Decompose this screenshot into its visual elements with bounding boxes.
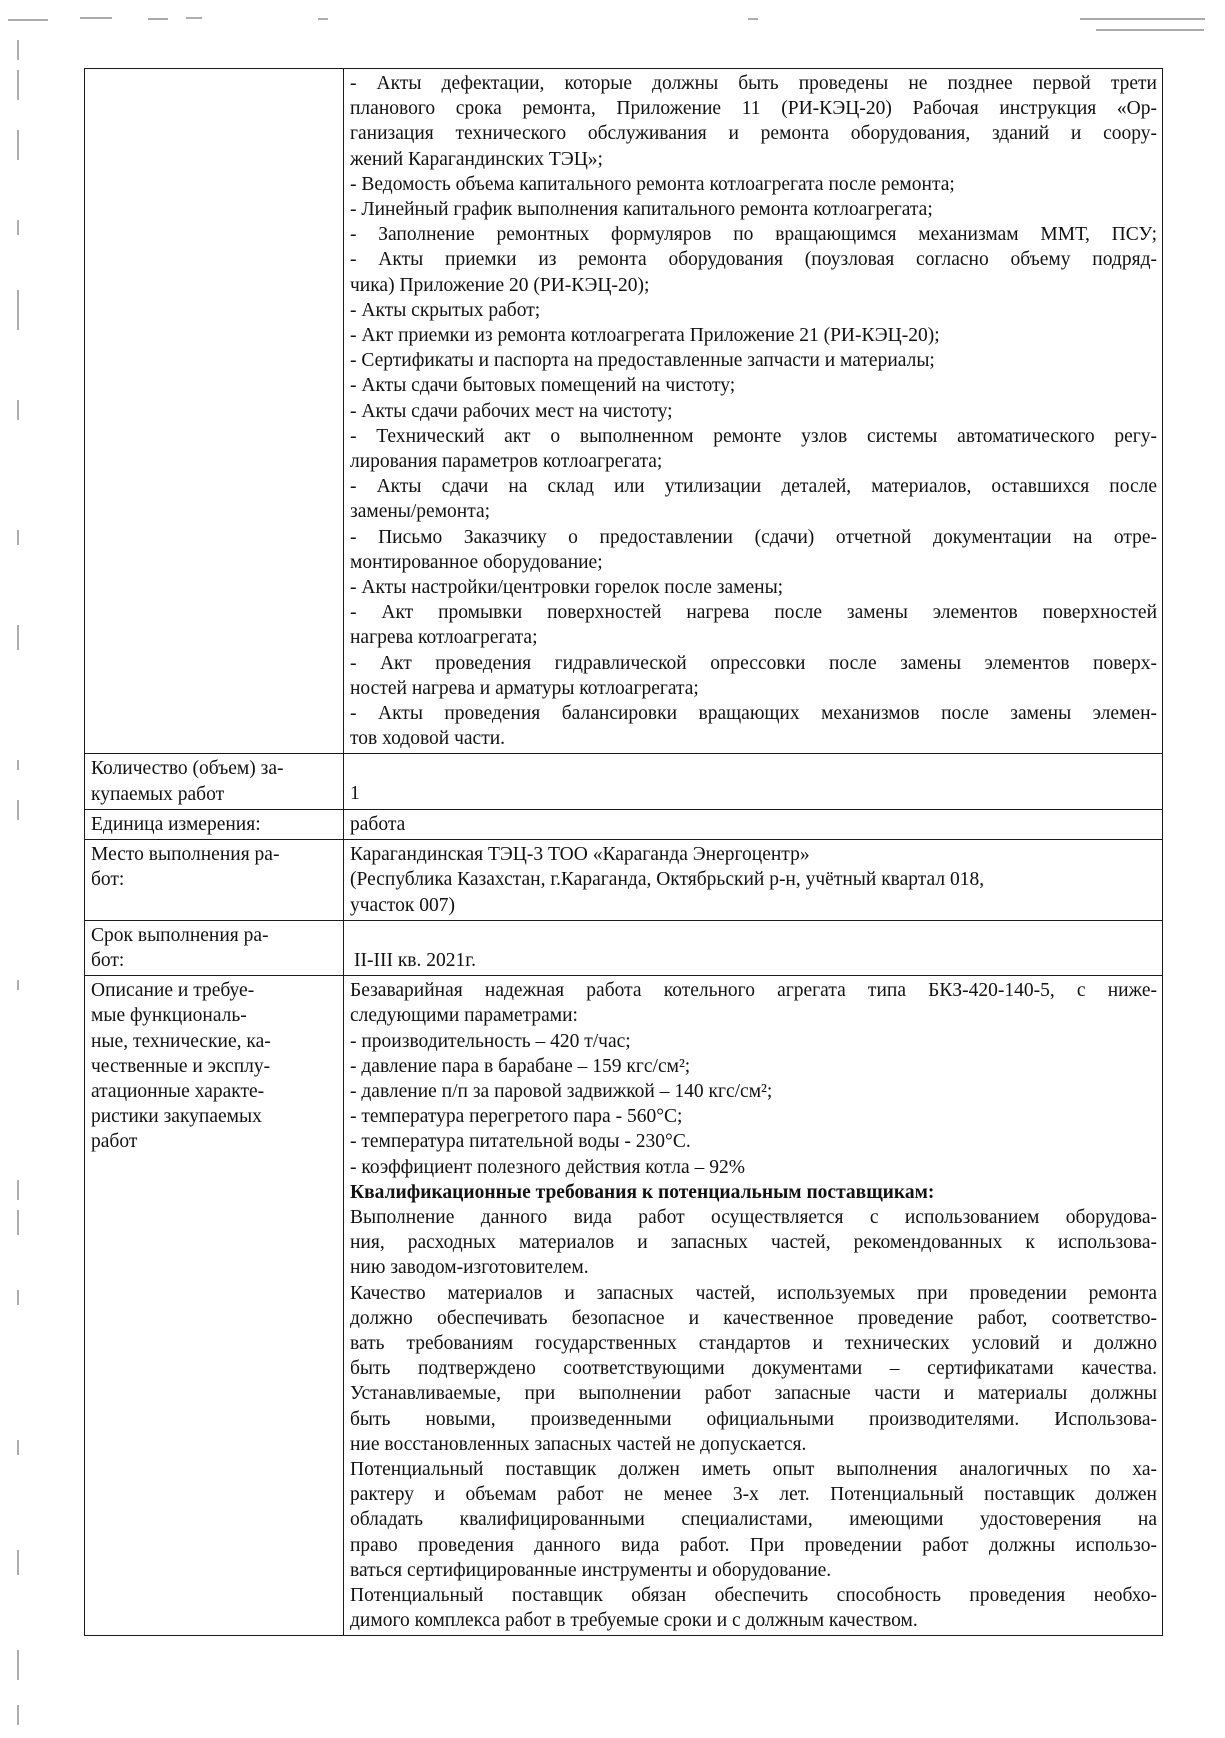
requirement-line: Выполнение данного вида работ осуществляется с использованием оборудова-: [350, 1206, 1157, 1228]
description-label: мые функциональ-: [91, 1005, 247, 1027]
doc-list-line: - Акт проведения гидравлической опрессовки после замены элементов поверх-: [350, 652, 1157, 674]
term-value: II-III кв. 2021г.: [354, 949, 476, 971]
parameter-line: - давление п/п за паровой задвижкой – 140 кгс/см²;: [350, 1080, 773, 1102]
parameter-line: - коэффициент полезного действия котла – 92%: [350, 1156, 745, 1178]
parameter-line: - давление пара в барабане – 159 кгс/см²;: [350, 1055, 691, 1077]
parameter-line: - температура питательной воды - 230°С.: [350, 1131, 691, 1153]
requirement-line: должно обеспечивать безопасное и качественное проведение работ, соответство-: [350, 1307, 1157, 1329]
requirement-line: Потенциальный поставщик обязан обеспечить способность проведения необхо-: [350, 1584, 1157, 1606]
doc-list-line: - Акты настройки/центровки горелок после замены;: [350, 577, 784, 599]
quantity-value-cell: [344, 754, 1163, 809]
row-description: [85, 976, 1163, 1636]
requirement-line: вать требованиям государственных стандартов и технических условий и должно: [350, 1332, 1157, 1354]
doc-list-line: - Акты скрытых работ;: [350, 299, 541, 321]
doc-list-line: лирования параметров котлоагрегата;: [350, 451, 663, 473]
description-label: чественные и эксплу-: [91, 1055, 271, 1077]
unit-label: Единица измерения:: [91, 813, 261, 835]
requirement-line: Качество материалов и запасных частей, используемых при проведении ремонта: [350, 1282, 1157, 1304]
requirement-line: нию заводом-изготовителем.: [350, 1257, 589, 1279]
requirement-line: ния, расходных материалов и запасных частей, рекомендованных к использова-: [350, 1232, 1157, 1254]
requirement-line: быть новыми, произведенными официальными производителями. Использова-: [350, 1408, 1157, 1430]
requirement-line: димого комплекса работ в требуемые сроки и с должным качеством.: [350, 1610, 918, 1632]
parameter-line: - производительность – 420 т/час;: [350, 1030, 631, 1052]
requirement-line: Устанавливаемые, при выполнении работ запасные части и материалы должны: [350, 1383, 1157, 1405]
row-quantity: [85, 754, 1163, 809]
unit-value-cell: [344, 809, 1163, 839]
requirement-line: быть подтверждено соответствующими документами – сертификатами качества.: [350, 1358, 1157, 1380]
doc-list-line: - Акты сдачи бытовых помещений на чистоту;: [350, 375, 736, 397]
description-value-cell: [344, 976, 1163, 1636]
doc-list-line: - Акты проведения балансировки вращающих механизмов после замены элемен-: [350, 703, 1157, 725]
place-value-line: участок 007): [350, 894, 455, 916]
parameter-line: Безаварийная надежная работа котельного агрегата типа БКЗ-420-140-5, с ниже-: [350, 980, 1157, 1002]
doc-list-line: ностей нагрева и арматуры котлоагрегата;: [350, 677, 699, 699]
place-value-cell: [344, 840, 1163, 921]
doc-list-line: нагрева котлоагрегата;: [350, 627, 538, 649]
unit-label-cell: [85, 809, 344, 839]
description-label: работ: [91, 1131, 138, 1153]
parameter-line: следующими параметрами:: [350, 1005, 578, 1027]
doc-list-line: - Акты дефектации, которые должны быть проведены не позднее первой трети: [350, 73, 1157, 94]
description-label: ные, технические, ка-: [91, 1030, 271, 1052]
requirement-line: обладать квалифицированными специалистами, имеющими удостоверения на: [350, 1509, 1157, 1531]
place-label-cell: [85, 840, 344, 921]
row-documentation: [85, 69, 1163, 754]
place-value-line: (Республика Казахстан, г.Караганда, Октябрьский р-н, учётный квартал 018,: [350, 869, 985, 891]
term-label: бот:: [91, 949, 125, 971]
doc-list-line: чика) Приложение 20 (РИ-КЭЦ-20);: [350, 274, 650, 296]
doc-list-line: ганизация технического обслуживания и ремонта оборудования, зданий и соору-: [350, 123, 1157, 145]
quantity-label: купаемых работ: [91, 783, 225, 805]
row-term: [85, 920, 1163, 975]
doc-list-line: - Акт приемки из ремонта котлоагрегата Приложение 21 (РИ-КЭЦ-20);: [350, 325, 940, 347]
requirement-line: рактеру и объемам работ не менее 3-х лет. Потенциальный поставщик должен: [350, 1484, 1157, 1506]
doc-list-line: замены/ремонта;: [350, 501, 491, 523]
documentation-list-cell: [344, 69, 1163, 754]
quantity-label-cell: [85, 754, 344, 809]
quantity-label: Количество (объем) за-: [91, 758, 284, 780]
requirement-line: право проведения данного вида работ. При проведении работ должны использо-: [350, 1534, 1157, 1556]
doc-list-line: - Письмо Заказчику о предоставлении (сдачи) отчетной документации на отре-: [350, 526, 1157, 548]
doc-list-line: тов ходовой части.: [350, 728, 506, 750]
doc-list-line: - Акты сдачи на склад или утилизации деталей, материалов, оставшихся после: [350, 476, 1157, 498]
description-label: Описание и требуе-: [91, 980, 255, 1002]
parameter-line: - температура перегретого пара - 560°С;: [350, 1106, 683, 1128]
requirement-line: Потенциальный поставщик должен иметь опыт выполнения аналогичных по ха-: [350, 1458, 1157, 1480]
quantity-value: 1: [350, 783, 360, 805]
doc-list-line: - Ведомость объема капитального ремонта котлоагрегата после ремонта;: [350, 173, 955, 195]
doc-list-line: - Акты сдачи рабочих мест на чистоту;: [350, 400, 673, 422]
description-label: атационные характе-: [91, 1080, 265, 1102]
description-label-cell: [85, 976, 344, 1636]
requirement-line: ние восстановленных запасных частей не допускается.: [350, 1433, 807, 1455]
row-unit: [85, 809, 1163, 839]
doc-list-line: планового срока ремонта, Приложение 11 (РИ-КЭЦ-20) Рабочая инструкция «Ор-: [350, 98, 1157, 120]
description-label: ристики закупаемых: [91, 1106, 262, 1128]
qualification-heading: Квалификационные требования к потенциальным поставщикам:: [350, 1181, 935, 1203]
doc-list-line: - Акт промывки поверхностей нагрева после замены элементов поверхностей: [350, 602, 1157, 624]
row-place: [85, 840, 1163, 921]
doc-list-line: - Заполнение ремонтных формуляров по вращающимся механизмам ММТ, ПСУ;: [350, 224, 1157, 246]
term-label: Срок выполнения ра-: [91, 924, 269, 946]
doc-list-line: жений Карагандинских ТЭЦ»;: [350, 148, 603, 170]
place-label: Место выполнения ра-: [91, 844, 280, 866]
term-value-cell: [344, 920, 1163, 975]
place-label: бот:: [91, 869, 125, 891]
requirement-line: ваться сертифицированные инструменты и оборудование.: [350, 1559, 832, 1581]
doc-list-line: - Технический акт о выполненном ремонте узлов системы автоматического регу-: [350, 425, 1157, 447]
term-label-cell: [85, 920, 344, 975]
place-value-line: Карагандинская ТЭЦ-3 ТОО «Караганда Энергоцентр»: [350, 844, 810, 866]
documentation-label-cell: [85, 69, 344, 754]
doc-list-line: - Линейный график выполнения капитального ремонта котлоагрегата;: [350, 199, 933, 221]
doc-list-line: - Сертификаты и паспорта на предоставленные запчасти и материалы;: [350, 350, 935, 372]
doc-list-line: монтированное оборудование;: [350, 551, 603, 573]
unit-value: работа: [350, 813, 406, 835]
specification-table: [84, 68, 1163, 1636]
doc-list-line: - Акты приемки из ремонта оборудования (поузловая согласно объему подряд-: [350, 249, 1157, 271]
